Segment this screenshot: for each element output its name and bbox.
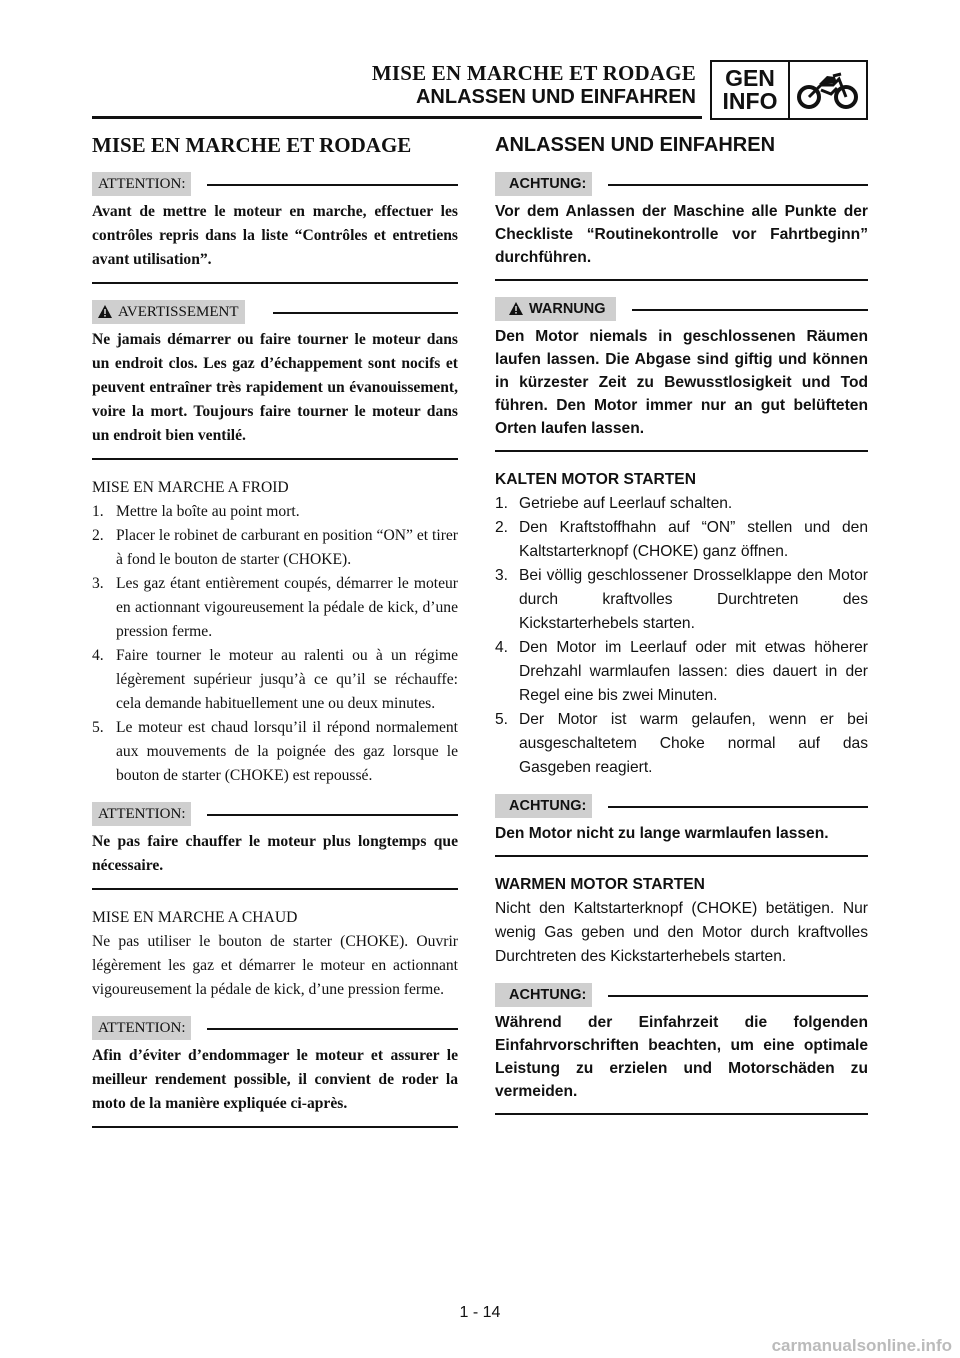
list-item <box>92 716 458 788</box>
attention-text: Ne pas faire chauffer le moteur plus longtemps que nécessaire. <box>92 830 458 890</box>
step-number: 4. <box>495 639 509 656</box>
list-item <box>495 564 868 636</box>
step-text: Bei völlig geschlossener Drosselklappe den Motor durch kraftvolles Durchtreten des Kickstarterhebels starten. <box>519 567 868 632</box>
german-column <box>495 126 868 1131</box>
page-number: 1 - 14 <box>459 1304 501 1321</box>
step-text: Faire tourner le moteur au ralenti ou à un régime légèrement supérieur jusqu’à ce qu’il se réchauffe: cela demande habituellement une ou deux minutes. <box>116 647 458 712</box>
step-text: Der Motor ist warm gelaufen, wenn er bei ausgeschaltetem Choke normal auf das Gasgeben reagiert. <box>519 711 868 776</box>
notice-rule <box>608 806 868 808</box>
warning-text: Den Motor niemals in geschlossenen Räumen laufen lassen. Die Abgase sind giftig und können in kürzester Zeit zu Bewusstlosigkeit und Tod führen. Den Motor immer nur an gut belüfteten Orten laufen lassen. <box>495 325 868 452</box>
attention-notice-fr-3 <box>92 1016 458 1128</box>
page-header <box>92 60 868 120</box>
step-number: 5. <box>92 719 104 736</box>
list-item <box>495 708 868 780</box>
step-text: Le moteur est chaud lorsqu’il il répond normalement aux mouvements de la poignée des gaz lorsque le bouton de starter (CHOKE) est repoussé. <box>116 719 458 784</box>
step-number: 2. <box>92 527 104 544</box>
list-item <box>92 572 458 644</box>
list-item <box>495 492 868 516</box>
step-text: Den Motor im Leerlauf oder mit etwas höherer Drehzahl warmlaufen lassen: dies dauert in der Regel eine bis zwei Minuten. <box>519 639 868 704</box>
achtung-text: Vor dem Anlassen der Maschine alle Punkte der Checkliste “Routinekontrolle vor Fahrtbeginn” durchführen. <box>495 200 868 281</box>
warning-triangle-icon <box>509 299 523 323</box>
cold-start-steps-de <box>495 492 868 780</box>
step-number: 1. <box>92 503 104 520</box>
french-column <box>92 126 458 1144</box>
notice-rule <box>632 309 868 311</box>
step-text: Getriebe auf Leerlauf schalten. <box>519 495 733 512</box>
achtung-notice-de-3 <box>495 983 868 1115</box>
attention-notice-fr-2 <box>92 802 458 890</box>
header-titles <box>372 62 696 109</box>
achtung-text: Während der Einfahrzeit die folgenden Einfahrvorschriften beachten, um eine optimale Leistung zu erzielen und Motorschäden zu vermeiden. <box>495 1011 868 1115</box>
warning-tag <box>92 300 245 324</box>
attention-label: ATTENTION: <box>92 802 191 826</box>
attention-notice-fr-1 <box>92 172 458 284</box>
gen-info-label <box>712 62 790 118</box>
step-number: 4. <box>92 647 104 664</box>
step-number: 3. <box>92 575 104 592</box>
section-title-de: ANLASSEN UND EINFAHREN <box>495 134 776 156</box>
warm-start-text-de: Nicht den Kaltstarterknopf (CHOKE) betätigen. Nur wenig Gas geben und den Motor durch kraftvolles Durchtreten des Kickstarterhebels starten. <box>495 900 868 965</box>
notice-rule <box>608 995 868 997</box>
attention-label: ATTENTION: <box>92 172 191 196</box>
achtung-notice-de-2 <box>495 794 868 857</box>
notice-rule <box>273 312 459 314</box>
step-number: 5. <box>495 711 509 728</box>
step-text: Placer le robinet de carburant en position “ON” et tirer à fond le bouton de starter (CHOKE). <box>116 527 458 568</box>
header-title-fr: MISE EN MARCHE ET RODAGE <box>371 61 696 85</box>
achtung-text: Den Motor nicht zu lange warmlaufen lassen. <box>495 822 868 857</box>
warning-tag <box>495 297 616 321</box>
list-item <box>92 524 458 572</box>
notice-rule <box>207 814 458 816</box>
warning-label: WARNUNG <box>529 301 606 317</box>
list-item <box>92 644 458 716</box>
header-rule <box>92 116 702 119</box>
achtung-label: ACHTUNG: <box>495 794 592 818</box>
list-item <box>495 516 868 564</box>
badge-line-2: INFO <box>722 88 778 114</box>
list-item <box>495 636 868 708</box>
attention-text: Afin d’éviter d’endommager le moteur et assurer le meilleur rendement possible, il convient de roder la moto de la manière expliquée ci-après. <box>92 1044 458 1128</box>
achtung-label: ACHTUNG: <box>495 983 592 1007</box>
notice-rule <box>608 184 868 186</box>
step-text: Mettre la boîte au point mort. <box>116 503 300 520</box>
watermark: carmanualsonline.info <box>771 1336 952 1355</box>
warning-triangle-icon <box>98 302 112 326</box>
section-badge <box>710 60 868 120</box>
cold-start-title-fr: MISE EN MARCHE A FROID <box>92 479 289 496</box>
motorcycle-icon <box>790 62 866 118</box>
warning-label: AVERTISSEMENT <box>118 304 239 320</box>
warning-notice-fr <box>92 300 458 460</box>
step-number: 3. <box>495 567 509 584</box>
badge-line-1: GEN <box>725 65 775 91</box>
achtung-notice-de-1 <box>495 172 868 281</box>
warm-start-title-fr: MISE EN MARCHE A CHAUD <box>92 909 298 926</box>
step-number: 2. <box>495 519 509 536</box>
cold-start-steps-fr <box>92 500 458 788</box>
notice-rule <box>207 184 458 186</box>
warning-notice-de <box>495 297 868 452</box>
attention-label: ATTENTION: <box>92 1016 191 1040</box>
step-number: 1. <box>495 495 509 512</box>
list-item <box>92 500 458 524</box>
notice-rule <box>207 1028 458 1030</box>
section-title-fr: MISE EN MARCHE ET RODAGE <box>92 133 412 157</box>
cold-start-title-de: KALTEN MOTOR STARTEN <box>495 471 696 488</box>
warm-start-text-fr: Ne pas utiliser le bouton de starter (CHOKE). Ouvrir légèrement les gaz et démarrer le moteur en actionnant vigoureusement la pédale de kick, d’une pression ferme. <box>92 933 458 998</box>
step-text: Den Kraftstoffhahn auf “ON” stellen und den Kaltstarterknopf (CHOKE) ganz öffnen. <box>519 519 868 560</box>
header-title-de: ANLASSEN UND EINFAHREN <box>415 86 696 108</box>
achtung-label: ACHTUNG: <box>495 172 592 196</box>
warning-text: Ne jamais démarrer ou faire tourner le moteur dans un endroit clos. Les gaz d’échappement sont nocifs et peuvent entraîner très rapidement un évanouissement, voire la mort. Toujours faire tourner le moteur dans un endroit bien ventilé. <box>92 328 458 460</box>
warm-start-title-de: WARMEN MOTOR STARTEN <box>495 876 705 893</box>
step-text: Les gaz étant entièrement coupés, démarrer le moteur en actionnant vigoureusement la pédale de kick, d’une pression ferme. <box>116 575 458 640</box>
attention-text: Avant de mettre le moteur en marche, effectuer les contrôles repris dans la liste “Contrôles et entretiens avant utilisation”. <box>92 200 458 284</box>
